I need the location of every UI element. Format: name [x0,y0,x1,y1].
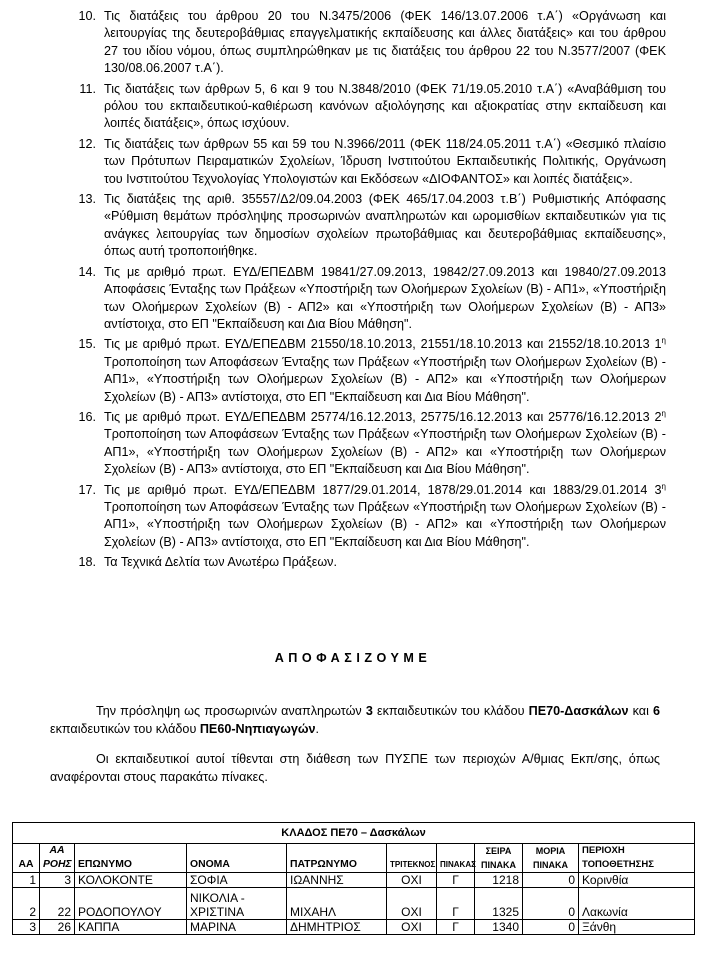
item-number: 11. [79,81,96,96]
table-row [13,873,695,888]
cell-name: ΣΟΦΙΑ [187,873,287,888]
cell-pinakas: Γ [437,873,475,888]
table-caption-row [13,823,695,844]
cell-surname: ΡΟΔΟΠΟΥΛΟΥ [75,888,187,920]
item-text-start: Τις με αριθμό πρωτ. ΕΥΔ/ΕΠΕΔΒΜ 1877/29.01.2014, 1878/29.01.2014 και 1883/29.01.2014 3 [104,482,662,497]
item-number: 17. [78,482,96,497]
item-number: 13. [78,192,96,207]
cell-seira: 1218 [475,873,523,888]
list-item-16 [68,409,666,479]
list-item-13 [68,191,666,261]
header-moria: ΜΟΡΙΑ ΠΙΝΑΚΑ [523,844,579,873]
cell-name: ΜΑΡΙΝΑ [187,920,287,935]
item-text-end: Τροποποίηση των Αποφάσεων Ένταξης των Πράξεων «Υποστήριξη των Ολοήμερων Σχολείων (Β) - ΑΠ1», «Υποστήριξη των Ολοήμερων Σχολείων (Β) - ΑΠ2» και «Υποστήριξη των Ολοήμερων Σχολείων (Β) - ΑΠ3» αντίστοιχα, στο ΕΠ "Εκπαίδευση και Δια Βίου Μάθηση". [104,499,666,549]
item-text: Τις διατάξεις της αριθ. 35557/Δ2/09.04.2003 (ΦΕΚ 465/17.04.2003 τ.Β΄) Ρυθμιστικής Απόφασης «Ρύθμιση θεμάτων πρόσληψης προσωρινών αναπληρωτών και ωρομισθίων εκπαιδευτικών για τις ανάγκες λειτουργίας των δημοσίων σχολείων πρωτοβάθμιας και δευτεροβάθμιας εκπαίδευσης», όπως αυτή τροποποιήθηκε. [104,192,666,259]
header-seira: ΣΕΙΡΑ ΠΙΝΑΚΑ [475,844,523,873]
table-row [13,920,695,935]
list-item-12 [68,136,666,188]
cell-aa: 3 [13,920,40,935]
item-text [96,336,666,406]
item-number: 14. [78,264,96,279]
table-header-row [13,844,695,873]
cell-moria: 0 [523,920,579,935]
text-run: εκπαιδευτικών του κλάδου [50,722,200,736]
cell-pinakas: Γ [437,920,475,935]
cell-tritekno: ΟΧΙ [387,888,437,920]
header-tritekno: ΤΡΙΤΕΚΝΟΣ [387,844,437,873]
bold-specialty: ΠΕ60-Νηπιαγωγών [199,722,316,736]
item-number: 15. [78,337,96,352]
item-number: 12. [78,136,96,151]
bold-specialty: ΠΕ70-Δασκάλων [528,704,629,718]
list-item-15 [68,336,666,406]
list-item-10 [68,8,666,78]
bold-count: 3 [365,704,373,718]
cell-perioxi: Κορινθία [579,873,695,888]
cell-seira: 1325 [475,888,523,920]
cell-aa-roes: 26 [40,920,75,935]
cell-name: ΝΙΚΟΛΙΑ - ΧΡΙΣΤΙΝΑ [187,888,287,920]
item-text-start: Τις με αριθμό πρωτ. ΕΥΔ/ΕΠΕΔΒΜ 21550/18.10.2013, 21551/18.10.2013 και 21552/18.10.2013 1 [104,337,662,352]
item-text-end: Τροποποίηση των Αποφάσεων Ένταξης των Πράξεων «Υποστήριξη των Ολοήμερων Σχολείων (Β) - ΑΠ1», «Υποστήριξη των Ολοήμερων Σχολείων (Β) - ΑΠ2» και «Υποστήριξη των Ολοήμερων Σχολείων (Β) - ΑΠ3» αντίστοιχα, στο ΕΠ "Εκπαίδευση και Δια Βίου Μάθηση". [104,427,666,477]
cell-aa-roes: 22 [40,888,75,920]
decision-heading: ΑΠΟΦΑΣΙΖΟΥΜΕ [274,651,432,665]
cell-aa: 1 [13,873,40,888]
header-pinakas: ΠΙΝΑΚΑΣ [437,844,475,873]
header-surname: ΕΠΩΝΥΜΟ [75,844,187,873]
list-item-11 [68,81,666,133]
header-father-name: ΠΑΤΡΩΝΥΜΟ [287,844,387,873]
cell-moria: 0 [523,888,579,920]
item-text [96,482,666,552]
ordinal-superscript: η [661,481,666,491]
text-run: εκπαιδευτικών του κλάδου [372,704,529,718]
cell-tritekno: ΟΧΙ [387,920,437,935]
table-row [13,888,695,920]
cell-perioxi: Λακωνία [579,888,695,920]
item-text: Τις διατάξεις του άρθρου 20 του Ν.3475/2006 (ΦΕΚ 146/13.07.2006 τ.Α΄) «Οργάνωση και λειτουργίας της δευτεροβάθμιας επαγγελματικής εκπαίδευσης και άλλες διατάξεις» και του άρθρου 27 του ιδίου νόμου, όπως συμπληρώθηκαν με τις διατάξεις του άρθρου 22 του Ν.3577/2007 (ΦΕΚ 130/08.06.2007 τ.Α΄). [104,9,666,76]
cell-aa: 2 [13,888,40,920]
item-number: 16. [78,409,96,424]
header-name: ΟΝΟΜΑ [187,844,287,873]
cell-father-name: ΙΩΑΝΝΗΣ [287,873,387,888]
header-aa: ΑΑ [13,844,40,873]
cell-surname: ΚΟΛΟΚΟΝΤΕ [75,873,187,888]
decision-paragraph [50,702,660,738]
cell-tritekno: ΟΧΙ [387,873,437,888]
cell-aa-roes: 3 [40,873,75,888]
text-run: Την πρόσληψη ως προσωρινών αναπληρωτών [96,704,366,718]
table-caption: ΚΛΑΔΟΣ ΠΕ70 – Δασκάλων [13,823,695,844]
cell-father-name: ΜΙΧΑΗΛ [287,888,387,920]
header-aa-roes: ΑΑ ΡΟΗΣ [40,844,75,873]
cell-father-name: ΔΗΜΗΤΡΙΟΣ [287,920,387,935]
ordinal-superscript: η [661,336,666,346]
item-text-end: Τροποποίηση των Αποφάσεων Ένταξης των Πράξεων «Υποστήριξη των Ολοήμερων Σχολείων (Β) - ΑΠ1», «Υποστήριξη των Ολοήμερων Σχολείων (Β) - ΑΠ2» και «Υποστήριξη των Ολοήμερων Σχολείων (Β) - ΑΠ3» αντίστοιχα, στο ΕΠ "Εκπαίδευση και Δια Βίου Μάθηση". [104,354,666,404]
cell-pinakas: Γ [437,888,475,920]
considerations-list [68,8,666,575]
item-number: 18. [78,555,96,570]
header-perioxi: ΠΕΡΙΟΧΗ ΤΟΠΟΘΕΤΗΣΗΣ [579,844,695,873]
cell-perioxi: Ξάνθη [579,920,695,935]
ordinal-superscript: η [661,408,666,418]
list-item-14 [68,264,666,334]
item-text: Τις διατάξεις των άρθρων 55 και 59 του Ν.3966/2011 (ΦΕΚ 118/24.05.2011 τ.Α΄) «Θεσμικό πλαίσιο των Πρότυπων Πειραματικών Σχολείων, Ίδρυση Ινστιτούτου Εκπαιδευτικής Πολιτικής, Οργάνωση του Ινστιτούτου Τεχνολογίας Υπολογιστών και Εκδόσεων «ΔΙΟΦΑΝΤΟΣ» και λοιπές διατάξεις». [104,136,666,186]
item-number: 10. [78,9,96,23]
item-text: Τις με αριθμό πρωτ. ΕΥΔ/ΕΠΕΔΒΜ 19841/27.09.2013, 19842/27.09.2013 και 19840/27.09.2013 Αποφάσεις Ένταξης των Πράξεων «Υποστήριξη των Ολοήμερων Σχολείων (Β) - ΑΠ1», «Υποστήριξη των Ολοήμερων Σχολείων (Β) - ΑΠ2» και «Υποστήριξη των Ολοήμερων Σχολείων (Β) - ΑΠ3» αντίστοιχα, στο ΕΠ "Εκπαίδευση και Δια Βίου Μάθηση". [104,264,666,331]
text-run: . [315,722,319,736]
text-run: και [628,704,653,718]
cell-surname: ΚΑΠΠΑ [75,920,187,935]
cell-seira: 1340 [475,920,523,935]
cell-moria: 0 [523,873,579,888]
bold-count: 6 [653,704,661,718]
list-item-18 [68,554,666,571]
list-item-17 [68,482,666,552]
assignment-paragraph: Οι εκπαιδευτικοί αυτοί τίθενται στη διάθεση των ΠΥΣΠΕ των περιοχών Α/θμιας Εκπ/σης, όπως αναφέρονται στους παρακάτω πίνακες. [50,752,660,784]
teachers-table [12,822,695,935]
item-text: Τις διατάξεις των άρθρων 5, 6 και 9 του Ν.3848/2010 (ΦΕΚ 71/19.05.2010 τ.Α΄) «Αναβάθμιση του ρόλου του εκπαιδευτικού-καθιέρωση κανόνων αξιολόγησης και αξιοκρατίας στην εκπαίδευση και λοιπές διατάξεις», όπως ισχύουν. [104,81,666,131]
item-text: Τα Τεχνικά Δελτία των Ανωτέρω Πράξεων. [104,555,337,570]
item-text [96,409,666,479]
item-text-start: Τις με αριθμό πρωτ. ΕΥΔ/ΕΠΕΔΒΜ 25774/16.12.2013, 25775/16.12.2013 και 25776/16.12.2013 2 [104,409,662,424]
